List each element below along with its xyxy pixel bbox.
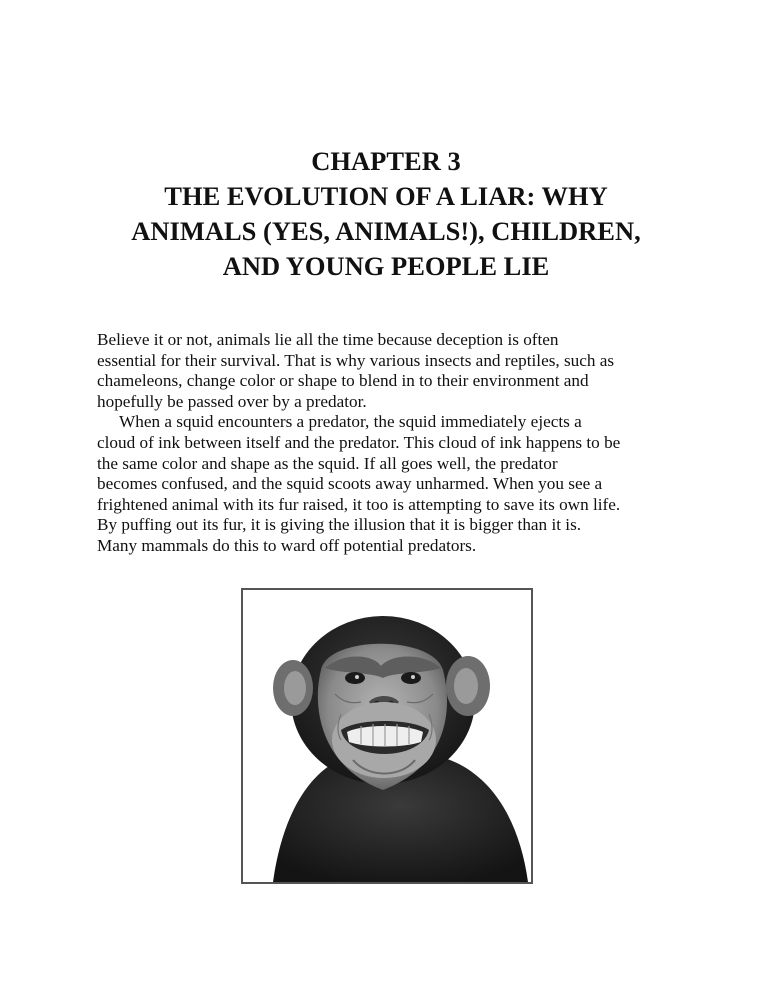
text-line: Believe it or not, animals lie all the time because deception is often [97,330,559,349]
text-line: essential for their survival. That is why various insects and reptiles, such as [97,350,615,370]
text-line: Many mammals do this to ward off potential predators. [97,535,477,555]
text-line: cloud of ink between itself and the predator. This cloud of ink happens to be [97,432,621,452]
text-line: the same color and shape as the squid. If all goes well, the predator [97,453,558,473]
chapter-title-line-3: AND YOUNG PEOPLE LIE [222,251,550,281]
chapter-body [97,330,737,557]
chimpanzee-illustration [243,590,531,882]
chapter-number: CHAPTER 3 [311,146,461,176]
chapter-title-line-1: THE EVOLUTION OF A LIAR: WHY [164,181,608,211]
paragraph-1 [97,330,737,412]
text-line: becomes confused, and the squid scoots away unharmed. When you see a [97,474,603,494]
chimpanzee-photo [241,588,533,884]
paragraph-2 [97,412,737,556]
chapter-title-line-2: ANIMALS (YES, ANIMALS!), CHILDREN, [131,216,641,246]
text-line: By puffing out its fur, it is giving the illusion that it is bigger than it is. [97,515,582,535]
chapter-heading [60,144,712,284]
text-line: frightened animal with its fur raised, it too is attempting to save its own life. [97,494,621,514]
text-line: hopefully be passed over by a predator. [97,391,367,411]
text-line: When a squid encounters a predator, the squid immediately ejects a [119,412,582,432]
text-line: chameleons, change color or shape to blend in to their environment and [97,371,589,391]
